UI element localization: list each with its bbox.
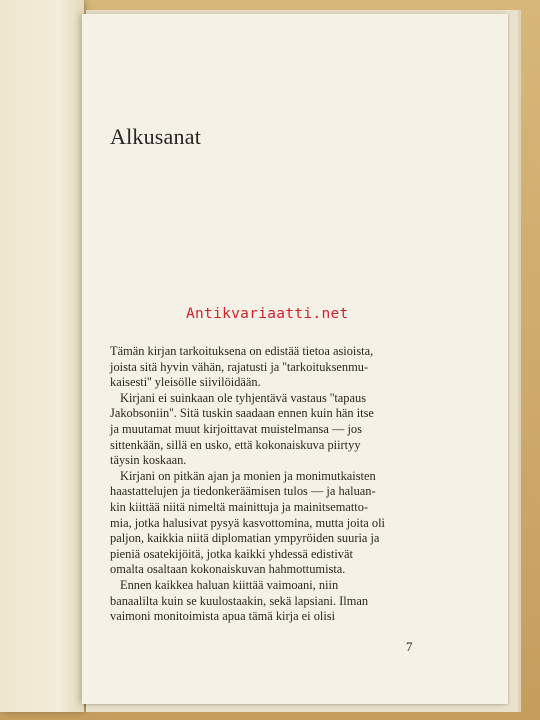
paragraph [110,344,416,391]
text-line: Ennen kaikkea haluan kiittää vaimoani, niin [120,577,339,592]
paragraph [110,469,416,578]
text-line: Kirjani on pitkän ajan ja monien ja monimutkaisten [120,468,376,483]
book-page [82,14,508,704]
text-line: kin kiittää niitä nimeltä mainittuja ja mainitsematto- [110,499,369,514]
text-line: vaimoni monitoimista apua tämä kirja ei olisi [110,609,336,624]
facing-blank-page [0,0,84,712]
watermark: Antikvariaatti.net [186,306,349,322]
paragraph [110,578,416,625]
chapter-heading: Alkusanat [110,124,202,149]
text-line: paljon, kaikkia niitä diplomatian ympyröiden suuria ja [110,531,380,546]
body-text [110,344,416,625]
text-line: ja muutamat muut kirjoittavat muistelmansa — jos [110,421,362,436]
text-line: mia, jotka halusivat pysyä kasvottomina, mutta joita oli [110,515,385,530]
page-number: 7 [406,639,413,654]
text-line: haastattelujen ja tiedonkeräämisen tulos — ja haluan- [110,484,376,499]
text-line: pieniä osatekijöitä, jotka kaikki yhdessä edistivät [110,546,353,561]
text-line: joista sitä hyvin vähän, rajatusti ja ''tarkoituksenmu- [110,359,369,374]
text-line: Jakobsoniin''. Sitä tuskin saadaan ennen kuin hän itse [110,406,374,421]
text-line: banaalilta kuin se kuulostaakin, sekä lapsiani. Ilman [110,593,369,608]
text-line: omalta osaltaan kokonaiskuvan hahmottumista. [110,562,346,577]
text-line: täysin koskaan. [110,453,187,468]
text-line: sittenkään, sillä en usko, että kokonaiskuva piirtyy [110,437,361,452]
text-line: kaisesti'' yleisölle siivilöidään. [110,375,261,390]
paragraph [110,391,416,469]
text-line: Kirjani ei suinkaan ole tyhjentävä vastaus ''tapaus [120,390,367,405]
text-line: Tämän kirjan tarkoituksena on edistää tietoa asioista, [110,344,374,358]
